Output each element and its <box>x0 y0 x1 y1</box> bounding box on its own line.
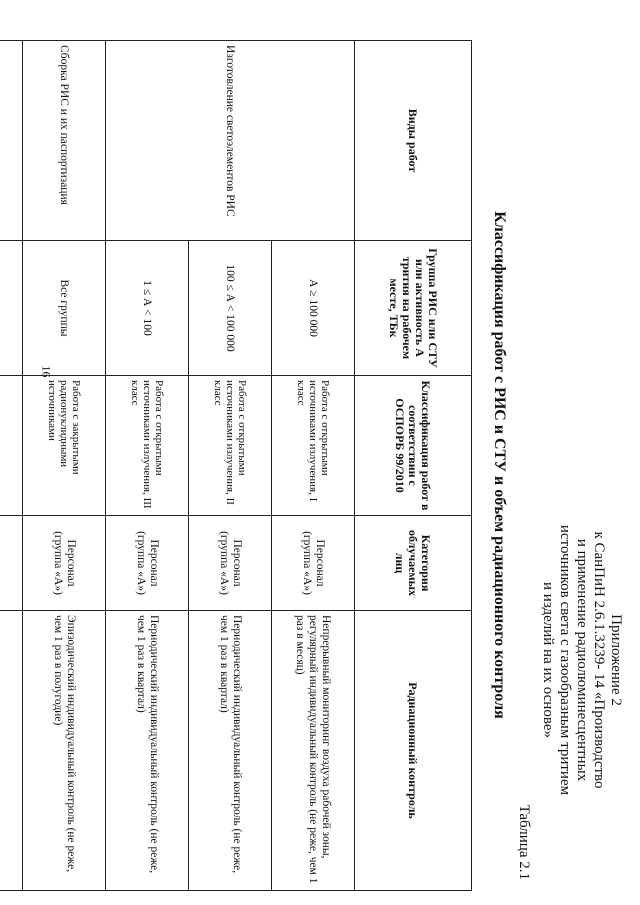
cell-radiation-control: Периодический индивидуальный контроль (не реже, чем 1 раз в квартал) <box>106 611 189 891</box>
column-header-radiation-control: Радиационный контроль <box>355 611 472 891</box>
cell-group: 1 ≤ А < 100 <box>106 241 189 376</box>
cell-classification: Работа с открытыми источниками излучения, III класс <box>106 376 189 516</box>
column-header-category: Категория облучаемых лиц <box>355 516 472 611</box>
classification-table <box>0 40 472 891</box>
cell-category: Персонал (группа «А») <box>272 516 355 611</box>
table-row <box>272 41 355 891</box>
table-header-row <box>355 41 472 891</box>
cell-category: Персонал (группа «А») <box>189 516 272 611</box>
column-header-work-type: Виды работ <box>355 41 472 241</box>
cell-radiation-control: Непрерывный мониторинг воздуха рабочей зоны, регулярный индивидуальный контроль (не реже, чем 1 раз в месяц) <box>272 611 355 891</box>
page-number: 16 <box>39 365 54 378</box>
cell-category <box>0 516 23 611</box>
column-header-group: Группа РИС или СТУ или активность А трития на рабочем месте, ТБк <box>355 241 472 376</box>
cell-radiation-control <box>0 611 23 891</box>
cell-group: А ≥ 100 000 <box>272 241 355 376</box>
cell-category: Персонал (группа «А») <box>23 516 106 611</box>
cell-classification: Работа с закрытыми радионуклидными источниками <box>23 376 106 516</box>
appendix-line: и изделий на их основе» <box>540 582 556 738</box>
cell-radiation-control: Периодический индивидуальный контроль (не реже, чем 1 раз в квартал) <box>189 611 272 891</box>
cell-classification <box>0 376 23 516</box>
table-row <box>0 41 23 891</box>
appendix-line: Приложение 2 <box>608 614 624 706</box>
column-header-classification: Классификация работ в соответствии с ОСПОРБ 99/2010 <box>355 376 472 516</box>
appendix-header <box>539 440 624 880</box>
cell-classification: Работа с открытыми источниками излучения, I класс <box>272 376 355 516</box>
table-title: Классификация работ с РИС и СТУ и объем радиационного контроля <box>491 211 508 719</box>
cell-radiation-control: Эпизодический индивидуальный контроль (не реже, чем 1 раз в полугодие) <box>23 611 106 891</box>
cell-work-type <box>0 41 23 241</box>
cell-work-type: Сборка РИС и их паспортизация <box>23 41 106 241</box>
cell-group: Все группы <box>23 241 106 376</box>
cell-classification: Работа с открытыми источниками излучения, II класс <box>189 376 272 516</box>
appendix-line: источников света с газообразным тритием <box>557 524 573 796</box>
appendix-line: к СанПиН 2.6.1.3239- 14 «Производство <box>591 531 607 789</box>
cell-category: Персонал (группа «А») <box>106 516 189 611</box>
cell-group <box>0 241 23 376</box>
table-label: Таблица 2.1 <box>516 804 532 880</box>
table-row <box>23 41 106 891</box>
rotated-page-content <box>20 40 624 890</box>
appendix-line: и применение радиолюминесцентных <box>574 538 590 782</box>
cell-group: 100 ≤ А < 100 000 <box>189 241 272 376</box>
cell-work-type: Изготовление светоэлементов РИС <box>106 41 355 241</box>
